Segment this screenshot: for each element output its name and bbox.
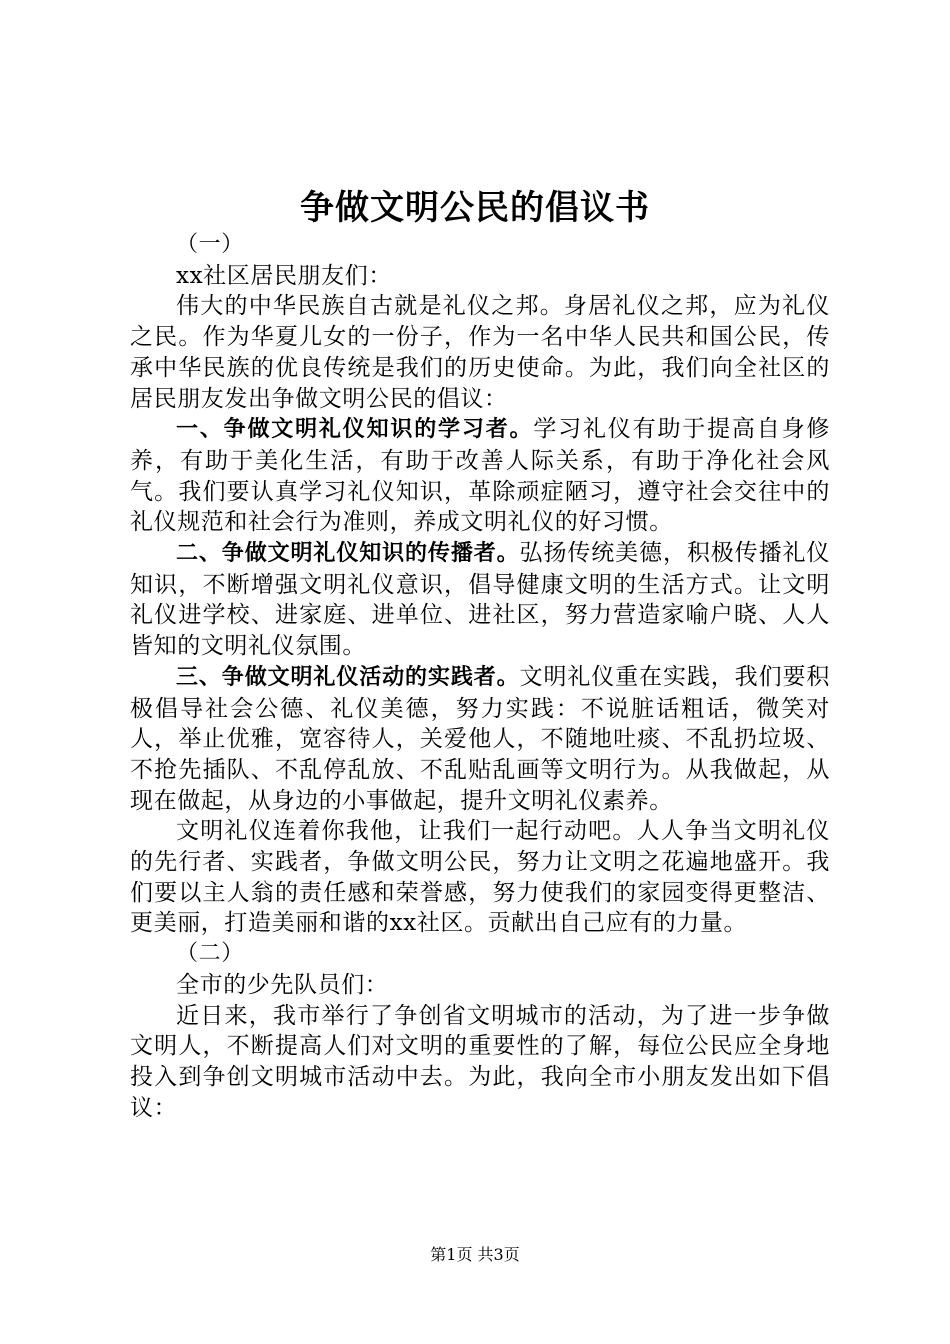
greeting-2: 全市的少先队员们： xyxy=(176,971,389,998)
intro-paragraph-2: 近日来，我市举行了争创省文明城市的活动，为了进一步争做文明人，不断提高人们对文明的重要性的了解，每位公民应全身地投入到争创文明城市活动中去。为此，我向全市小朋友发出如下倡议： xyxy=(130,1002,830,1121)
proposal-item-3-text: 文明礼仪重在实践，我们要积极倡导社会公德、礼仪美德，努力实践：不说脏话粗话，微笑对人，举止优雅，宽容待人，关爱他人，不随地吐痰、不乱扔垃圾、不抢先插队、不乱停乱放、不乱贴乱画等文明行为。从我做起，从现在做起，从身边的小事做起，提升文明礼仪素养。 xyxy=(130,663,830,814)
proposal-item-3 xyxy=(130,662,830,817)
document-title: 争做文明公民的倡议书 xyxy=(300,188,650,228)
proposal-item-1-text: 学习礼仪有助于提高自身修养，有助于美化生活，有助于改善人际关系，有助于净化社会风气。我们要认真学习礼仪知识，革除顽症陋习，遵守社会交往中的礼仪规范和社会行为准则，养成文明礼仪的好习惯。 xyxy=(130,416,830,536)
page-footer: 第1页 共3页 xyxy=(430,1245,520,1264)
proposal-item-2-heading: 二、争做文明礼仪知识的传播者。 xyxy=(176,541,520,567)
intro-paragraph-1: 伟大的中华民族自古就是礼仪之邦。身居礼仪之邦，应为礼仪之民。作为华夏儿女的一份子，作为一名中华人民共和国公民，传承中华民族的优良传统是我们的历史使命。为此，我们向全社区的居民朋友发出争做文明公民的倡议： xyxy=(130,293,830,412)
closing-paragraph-1: 文明礼仪连着你我他，让我们一起行动吧。人人争当文明礼仪的先行者、实践者，争做文明公民，努力让文明之花遍地盛开。我们要以主人翁的责任感和荣誉感，努力使我们的家园变得更整洁、更美丽，打造美丽和谐的xx社区。贡献出自己应有的力量。 xyxy=(130,818,830,937)
proposal-item-2 xyxy=(130,538,830,662)
section-label-1: （一） xyxy=(176,232,244,257)
greeting-1: xx社区居民朋友们： xyxy=(176,262,392,289)
proposal-item-1-heading: 一、争做文明礼仪知识的学习者。 xyxy=(176,417,534,443)
proposal-item-3-heading: 三、争做文明礼仪活动的实践者。 xyxy=(176,664,520,690)
proposal-item-2-text: 弘扬传统美德，积极传播礼仪知识，不断增强文明礼仪意识，倡导健康文明的生活方式。让文明礼仪进学校、进家庭、进单位、进社区，努力营造家喻户晓、人人皆知的文明礼仪氛围。 xyxy=(130,540,830,660)
proposal-item-1 xyxy=(130,414,830,538)
document-body xyxy=(130,230,830,1123)
section-label-2: （二） xyxy=(176,941,244,967)
